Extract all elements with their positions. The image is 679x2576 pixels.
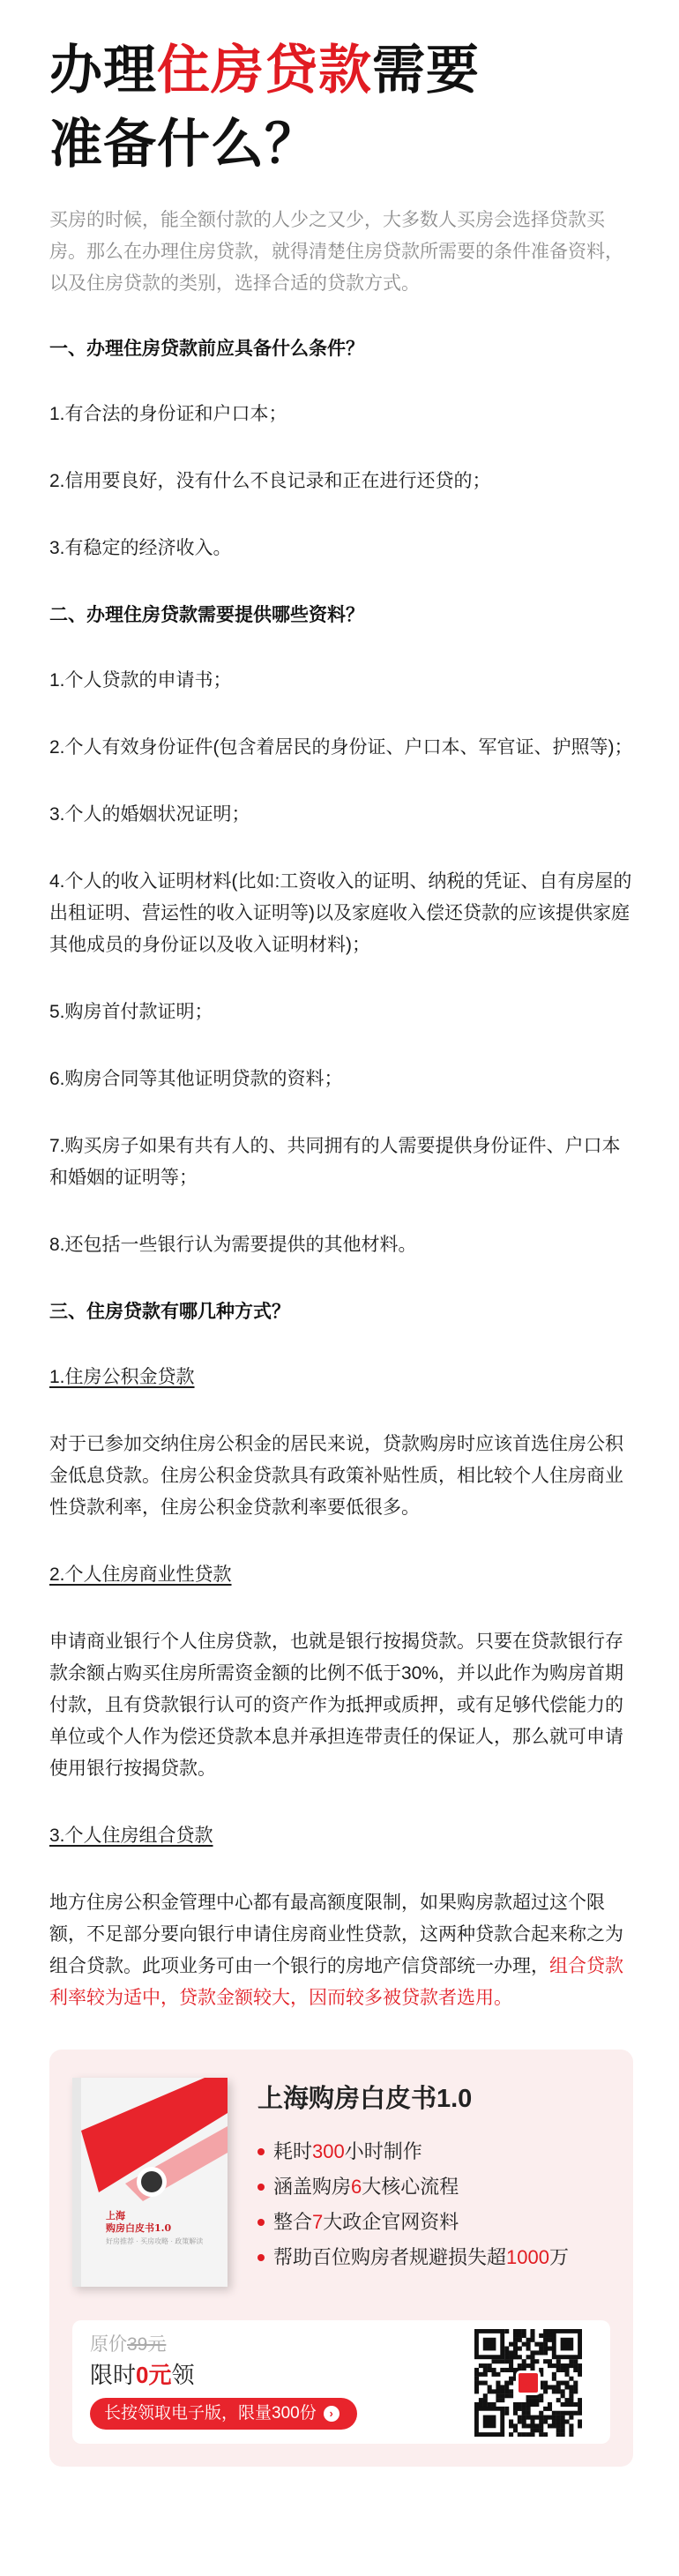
promo-info (257, 2078, 569, 2287)
feature-item: 整合7大政企官网资料 (257, 2205, 569, 2240)
section1-item: 3.有稳定的经济收入。 (49, 538, 232, 558)
page-title (49, 34, 633, 182)
feature-item: 帮助百位购房者规避损失超1000万 (257, 2240, 569, 2275)
section1-item: 1.有合法的身份证和户口本； (49, 404, 287, 424)
promo-top (72, 2078, 610, 2287)
intro-paragraph: 买房的时候，能全额付款的人少之又少，大多数人买房会选择贷款买房。那么在办理住房贷款，就得清楚住房贷款所需要的条件准备资料，以及住房贷款的类别，选择合适的贷款方式。 (49, 210, 623, 294)
loan-type-title: 1.住房公积金贷款 (49, 1367, 195, 1387)
loan-type-text: 对于已参加交纳住房公积金的居民来说，贷款购房时应该首选住房公积金低息贷款。住房公积金贷款具有政策补贴性质，相比较个人住房商业性贷款利率，住房公积金贷款利率要低很多。 (49, 1434, 623, 1518)
promo-offer (72, 2320, 610, 2444)
section2-item: 4.个人的收入证明材料(比如:工资收入的证明、纳税的凭证、自有房屋的出租证明、营运性的收入证明等)以及家庭收入偿还贷款的应该提供家庭其他成员的身份证以及收入证明材料)； (49, 871, 632, 955)
chevron-right-icon: › (324, 2406, 340, 2422)
section2-item: 7.购买房子如果有共有人的、共同拥有的人需要提供身份证件、户口本和婚姻的证明等； (49, 1136, 621, 1188)
section2-heading: 二、办理住房贷款需要提供哪些资料？ (49, 605, 364, 625)
loan-type-text (49, 1887, 633, 2014)
promo-title: 上海购房白皮书1.0 (257, 2085, 473, 2113)
book-cover-subtitle: 好房推荐 · 买房攻略 · 政策解读 (106, 2237, 204, 2245)
loan-type-title: 3.个人住房组合贷款 (49, 1826, 213, 1846)
title-prefix: 办理 (49, 41, 157, 100)
feature-item: 涵盖购房6大核心流程 (257, 2169, 569, 2205)
section2-item: 1.个人贷款的申请书； (49, 670, 232, 691)
section2-item: 3.个人的婚姻状况证明； (49, 804, 250, 825)
feature-list (257, 2134, 569, 2275)
section2-item: 2.个人有效身份证件(包含着居民的身份证、户口本、军官证、护照等)； (49, 737, 633, 758)
qr-logo-icon (516, 2371, 541, 2395)
feature-item: 耗时300小时制作 (257, 2134, 569, 2169)
combo-loan-highlight: 组合贷款利率较为适中，贷款金额较大，因而较多被贷款者选用。 (49, 1956, 623, 2008)
loan-type-title: 2.个人住房商业性贷款 (49, 1564, 232, 1585)
section2-item: 6.购房合同等其他证明贷款的资料； (49, 1069, 343, 1089)
title-highlight: 住房贷款 (157, 41, 372, 100)
book-cover-title: 上海 购房白皮书1.0 (106, 2210, 172, 2234)
claim-ebook-button[interactable]: 长按领取电子版，限量300份 › (90, 2398, 357, 2430)
section1-heading: 一、办理住房贷款前应具备什么条件？ (49, 339, 364, 359)
combo-loan-text: 地方住房公积金管理中心都有最高额度限制，如果购房款超过这个限额，不足部分要向银行申请住房商业性贷款，这两种贷款合起来称之为组合贷款。此项业务可由一个银行的房地产信贷部统一办理， (49, 1893, 623, 1976)
loan-type-text: 申请商业银行个人住房贷款，也就是银行按揭贷款。只要在贷款银行存款余额占购买住房所需资金额的比例不低于30%，并以此作为购房首期付款，且有贷款银行认可的资产作为抵押或质押，或有足够代偿能力的单位或个人作为偿还贷款本息并承担连带责任的保证人，那么就可申请使用银行按揭贷款。 (49, 1631, 624, 1779)
title-suffix: 需要 (372, 41, 480, 100)
original-price-value: 39元 (127, 2334, 167, 2355)
promo-card[interactable] (49, 2050, 633, 2467)
book-cover-image (72, 2078, 228, 2287)
limited-price: 限时0元领 (90, 2362, 195, 2388)
original-price: 原价39元 (90, 2334, 167, 2355)
section2-item: 5.购房首付款证明； (49, 1002, 213, 1022)
section2-item: 8.还包括一些银行认为需要提供的其他材料。 (49, 1235, 417, 1255)
title-line2: 准备什么？ (49, 115, 318, 174)
book-cover-graphic (72, 2078, 228, 2287)
section3-heading: 三、住房贷款有哪几种方式？ (49, 1302, 290, 1322)
section1-item: 2.信用要良好，没有什么不良记录和正在进行还贷的； (49, 471, 491, 491)
qr-code[interactable] (474, 2329, 582, 2437)
